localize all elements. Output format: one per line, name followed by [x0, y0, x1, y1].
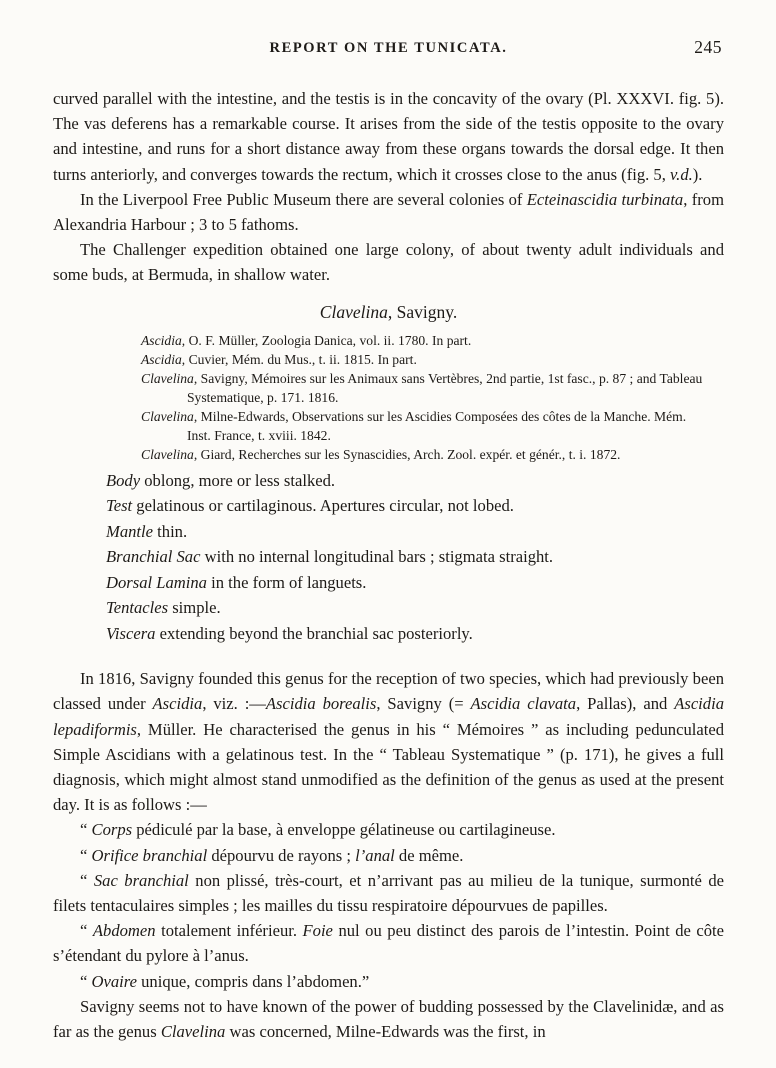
- text-run: gelatinous or cartilaginous. Apertures circular, not lobed.: [132, 496, 514, 516]
- text-run: The Challenger expedition obtained one large colony, of about twenty adult individuals and some buds, at Bermuda, in shallow water.: [53, 240, 724, 285]
- text-run: was concerned, Milne-Edwards was the first, in: [225, 1021, 546, 1041]
- text-run: “: [80, 820, 92, 840]
- text-run: Dorsal Lamina: [106, 572, 207, 592]
- text-run: Clavelina: [160, 1021, 226, 1041]
- paragraph-savigny-budding: [53, 994, 724, 1044]
- text-run: de même.: [394, 845, 464, 865]
- text-run: Ascidia clavata: [470, 694, 577, 714]
- quote-orifice: [53, 843, 724, 868]
- quote-ovaire: [53, 969, 724, 994]
- text-run: , from Alexandria Harbour ; 3 to 5 fathoms.: [53, 189, 724, 235]
- text-run: , O. F. Müller, Zoologia Danica, vol. ii. 1780. In part.: [181, 332, 472, 348]
- paragraph-1816-savigny: [53, 666, 724, 817]
- text-run: Body: [106, 470, 141, 490]
- synonymy-list: [141, 331, 710, 464]
- text-run: with no internal longitudinal bars ; stigmata straight.: [200, 547, 554, 567]
- page-header: [53, 37, 724, 62]
- diagnosis-line: [106, 519, 724, 545]
- text-run: Corps: [91, 820, 133, 840]
- text-run: Clavelina: [319, 301, 388, 322]
- text-run: in the form of languets.: [206, 572, 367, 592]
- text-run: , Pallas), and: [576, 694, 675, 714]
- text-run: Test: [106, 496, 133, 516]
- diagnosis-line: [106, 468, 724, 494]
- text-run: thin.: [153, 521, 188, 541]
- text-run: oblong, more or less stalked.: [140, 470, 336, 490]
- quote-abdomen: [53, 918, 724, 968]
- text-run: simple.: [168, 598, 221, 618]
- synonymy-entry: [141, 350, 710, 369]
- paragraph-liverpool-museum: [53, 187, 724, 237]
- text-run: “: [80, 921, 93, 941]
- text-run: Branchial Sac: [106, 547, 201, 567]
- diagnosis-list: [53, 468, 724, 647]
- text-run: “: [80, 971, 92, 991]
- text-run: Ascidia: [152, 694, 203, 714]
- text-run: unique, compris dans l’abdomen.”: [136, 971, 370, 991]
- text-run: nul ou peu distinct des parois de l’intestin. Point de côte s’étendant du pylore à l’anus.: [53, 921, 725, 966]
- synonymy-entry: [141, 369, 710, 407]
- text-run: Mantle: [106, 521, 154, 541]
- text-run: Ecteinascidia turbinata: [526, 189, 684, 209]
- diagnosis-line: [106, 595, 724, 621]
- text-run: , Savigny (=: [376, 694, 471, 714]
- running-title: REPORT ON THE TUNICATA.: [269, 40, 508, 56]
- text-run: “: [80, 870, 94, 890]
- text-run: Clavelina: [141, 370, 194, 386]
- diagnosis-line: [106, 621, 724, 647]
- synonymy-entry: [141, 445, 710, 464]
- text-run: Sac branchial: [93, 870, 189, 890]
- text-run: Clavelina: [141, 446, 194, 462]
- diagnosis-line: [106, 570, 724, 596]
- text-run: Foie: [302, 921, 333, 941]
- text-run: Viscera: [106, 623, 156, 643]
- text-run: , Milne-Edwards, Observations sur les Ascidies Composées des côtes de la Manche. Mém. Inst. France, t. xviii. 1842.: [187, 408, 687, 443]
- diagnosis-line: [106, 493, 724, 519]
- synonymy-entry: [141, 331, 710, 350]
- text-run: dépourvu de rayons ;: [207, 845, 356, 865]
- text-run: , Müller. He characterised the genus in his “ Mémoires ” as including pedunculated Simple Ascidians with a gelatinous test. In the “ Tableau Systematique ” (p. 171), he gives a full diagnosis, which might almost stand unmodified as the definition of the genus as used at the present day. It is as follows :—: [53, 719, 724, 815]
- text-run: Ascidia lepadiformis: [53, 694, 724, 739]
- text-run: non plissé, très-court, et n’arrivant pas au milieu de la tunique, surmonté de filets tentaculaires simples ; les mailles du tissu respiratoire dépourvues de papilles.: [53, 870, 725, 915]
- text-run: Ascidia: [141, 351, 182, 367]
- text-run: v.d.: [670, 164, 693, 184]
- text-run: pédiculé par la base, à enveloppe gélatineuse ou cartilagineuse.: [132, 820, 556, 840]
- paragraph-challenger-expedition: [53, 237, 724, 287]
- text-run: Abdomen: [92, 921, 156, 941]
- text-run: , Savigny, Mémoires sur les Animaux sans Vertèbres, 2nd partie, 1st fasc., p. 87 ; and Tableau Systematique, p. 171. 1816.: [187, 370, 703, 405]
- genus-heading: [53, 302, 724, 323]
- text-run: curved parallel with the intestine, and the testis is in the concavity of the ovary (Pl. XXXVI. fig. 5). The vas deferens has a remarkable course. It arises from the side of the testis opposite to the ovary and intestine, and runs for a short distance away from these organs towards the dorsal edge. It then turns anteriorly, and converges towards the rectum, which it crosses close to the anus (fig. 5,: [53, 89, 724, 184]
- text-run: Orifice branchial: [91, 845, 208, 865]
- text-run: Clavelina: [141, 408, 194, 424]
- page-body: [53, 86, 724, 1044]
- text-run: Savigny seems not to have known of the power of budding possessed by the Clavelinidæ, and as far as the genus: [53, 996, 724, 1041]
- quote-sac-branchial: [53, 868, 724, 918]
- text-run: Tentacles: [106, 598, 169, 618]
- synonymy-entry: [141, 407, 710, 445]
- text-run: In the Liverpool Free Public Museum there are several colonies of: [80, 189, 527, 209]
- paragraph-continuation: [53, 86, 724, 187]
- text-run: In 1816, Savigny founded this genus for the reception of two species, which had previously been classed under: [53, 669, 724, 714]
- text-run: , viz. :—: [202, 694, 266, 714]
- text-run: , Cuvier, Mém. du Mus., t. ii. 1815. In part.: [181, 351, 417, 367]
- text-run: Ovaire: [91, 971, 137, 991]
- quote-corps: [53, 817, 724, 842]
- text-run: ).: [692, 164, 703, 184]
- text-run: l’anal: [355, 845, 395, 865]
- diagnosis-line: [106, 544, 724, 570]
- text-run: , Savigny.: [387, 301, 458, 322]
- page-number: 245: [694, 37, 722, 57]
- text-run: Ascidia: [141, 332, 182, 348]
- text-run: Ascidia borealis: [265, 694, 377, 714]
- text-run: totalement inférieur.: [155, 921, 303, 941]
- text-run: “: [80, 845, 92, 865]
- text-run: extending beyond the branchial sac posteriorly.: [155, 623, 473, 643]
- text-run: , Giard, Recherches sur les Synascidies, Arch. Zool. expér. et génér., t. i. 1872.: [193, 446, 621, 462]
